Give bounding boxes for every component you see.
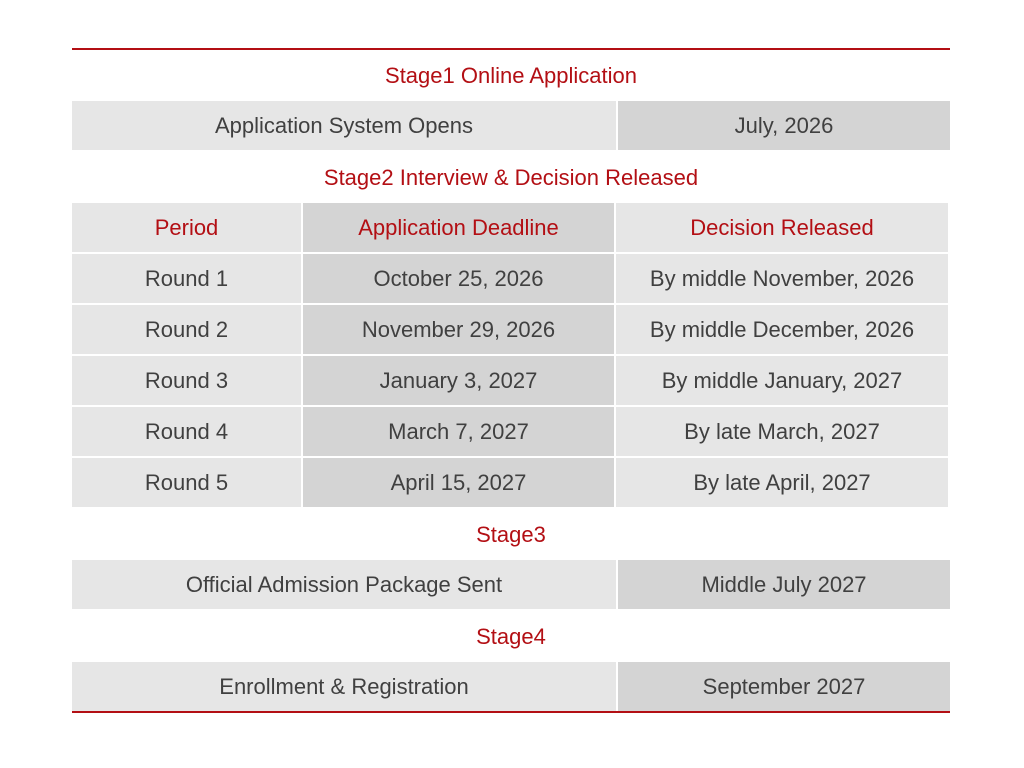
table-row xyxy=(72,356,950,405)
round-decision: By late March, 2027 xyxy=(616,407,948,456)
round-decision: By middle December, 2026 xyxy=(616,305,948,354)
header-decision: Decision Released xyxy=(616,203,948,252)
stage1-value: July, 2026 xyxy=(618,101,950,150)
table-row xyxy=(72,254,950,303)
stage1-title: Stage1 Online Application xyxy=(72,50,950,101)
round-period: Round 1 xyxy=(72,254,301,303)
header-deadline: Application Deadline xyxy=(303,203,614,252)
stage4-title: Stage4 xyxy=(72,611,950,662)
round-deadline: March 7, 2027 xyxy=(303,407,614,456)
round-period: Round 2 xyxy=(72,305,301,354)
stage2-header-row xyxy=(72,203,950,252)
stage2-title: Stage2 Interview & Decision Released xyxy=(72,152,950,203)
bottom-rule xyxy=(72,711,950,713)
round-decision: By middle January, 2027 xyxy=(616,356,948,405)
round-period: Round 3 xyxy=(72,356,301,405)
round-period: Round 5 xyxy=(72,458,301,507)
table-row xyxy=(72,662,950,711)
round-decision: By middle November, 2026 xyxy=(616,254,948,303)
round-decision: By late April, 2027 xyxy=(616,458,948,507)
stage4-value: September 2027 xyxy=(618,662,950,711)
table-row xyxy=(72,458,950,507)
table-row xyxy=(72,305,950,354)
stage3-label: Official Admission Package Sent xyxy=(72,560,616,609)
table-row xyxy=(72,407,950,456)
round-deadline: November 29, 2026 xyxy=(303,305,614,354)
admission-timeline-table xyxy=(72,48,950,713)
table-row xyxy=(72,560,950,609)
round-period: Round 4 xyxy=(72,407,301,456)
table-row xyxy=(72,101,950,150)
stage3-title: Stage3 xyxy=(72,509,950,560)
header-period: Period xyxy=(72,203,301,252)
round-deadline: April 15, 2027 xyxy=(303,458,614,507)
stage3-value: Middle July 2027 xyxy=(618,560,950,609)
round-deadline: October 25, 2026 xyxy=(303,254,614,303)
round-deadline: January 3, 2027 xyxy=(303,356,614,405)
stage4-label: Enrollment & Registration xyxy=(72,662,616,711)
stage1-label: Application System Opens xyxy=(72,101,616,150)
